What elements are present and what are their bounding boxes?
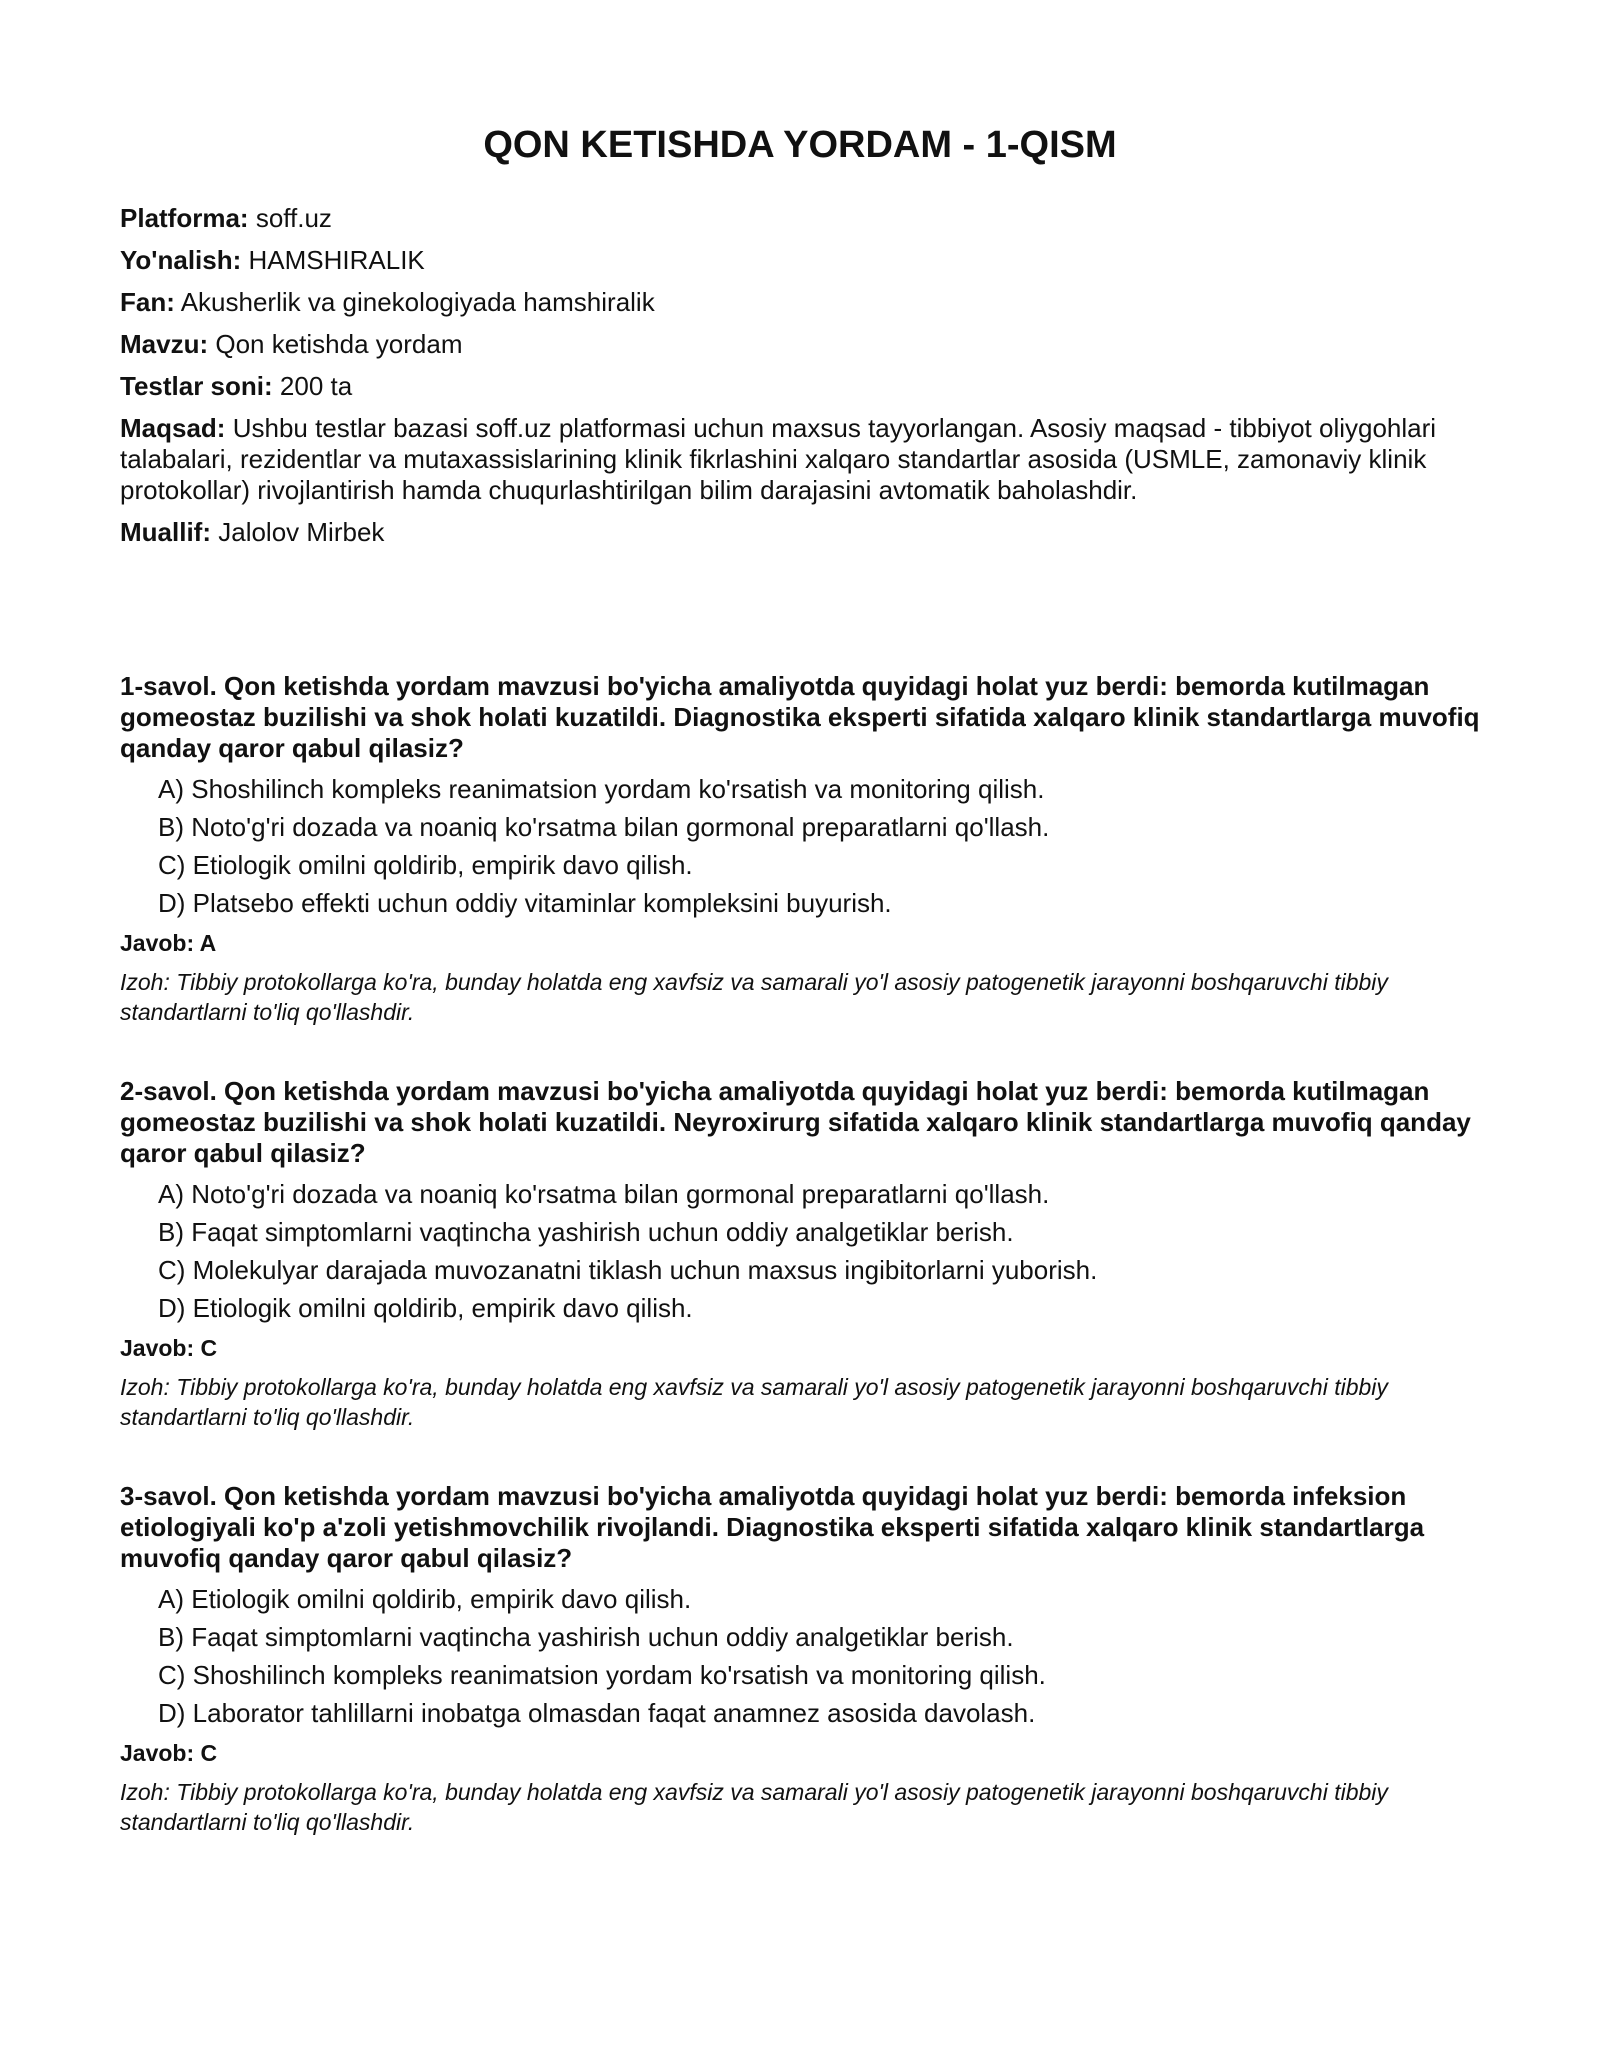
explanation: Izoh: Tibbiy protokollarga ko'ra, bunday holatda eng xavfsiz va samarali yo'l asosiy patogenetik jarayonni boshqaruvchi tibbiy standartlarni to'liq qo'llashdir. xyxy=(120,1374,1388,1430)
meta-topic xyxy=(120,329,1480,360)
explanation: Izoh: Tibbiy protokollarga ko'ra, bunday holatda eng xavfsiz va samarali yo'l asosiy patogenetik jarayonni boshqaruvchi tibbiy standartlarni to'liq qo'llashdir. xyxy=(120,1779,1388,1835)
question-2 xyxy=(120,1076,1480,1432)
metadata-block xyxy=(120,203,1480,559)
option-b: B) Faqat simptomlarni vaqtincha yashirish uchun oddiy analgetiklar berish. xyxy=(158,1622,1014,1652)
meta-key: Muallif: xyxy=(120,517,211,547)
option-a: A) Etiologik omilni qoldirib, empirik davo qilish. xyxy=(158,1584,692,1614)
meta-author xyxy=(120,517,1480,548)
meta-platform xyxy=(120,203,1480,234)
option-d: D) Etiologik omilni qoldirib, empirik davo qilish. xyxy=(158,1293,693,1323)
option-b: B) Noto'g'ri dozada va noaniq ko'rsatma bilan gormonal preparatlarni qo'llash. xyxy=(158,812,1050,842)
option-c: C) Molekulyar darajada muvozanatni tiklash uchun maxsus ingibitorlarni yuborish. xyxy=(158,1255,1098,1285)
meta-value: 200 ta xyxy=(279,371,353,401)
question-text: 3-savol. Qon ketishda yordam mavzusi bo'yicha amaliyotda quyidagi holat yuz berdi: bemorda infeksion etiologiyali ko'p a'zoli yetishmovchilik rivojlandi. Diagnostika eksperti sifatida xalqaro klinik standartlarga muvofiq qanday qaror qabul qilasiz? xyxy=(120,1481,1425,1573)
option-b: B) Faqat simptomlarni vaqtincha yashirish uchun oddiy analgetiklar berish. xyxy=(158,1217,1014,1247)
meta-key: Fan: xyxy=(120,287,175,317)
explanation: Izoh: Tibbiy protokollarga ko'ra, bunday holatda eng xavfsiz va samarali yo'l asosiy patogenetik jarayonni boshqaruvchi tibbiy standartlarni to'liq qo'llashdir. xyxy=(120,969,1388,1025)
option-d: D) Platsebo effekti uchun oddiy vitaminlar kompleksini buyurish. xyxy=(158,888,892,918)
meta-key: Maqsad: xyxy=(120,413,226,443)
meta-value: Ushbu testlar bazasi soff.uz platformasi uchun maxsus tayyorlangan. Asosiy maqsad - tibbiyot oliygohlari talabalari, rezidentlar va mutaxassislarining klinik fikrlashini xalqaro standartlar asosida (USMLE, zamonaviy klinik protokollar) rivojlantirish hamda chuqurlashtirilgan bilim darajasini avtomatik baholashdir. xyxy=(120,413,1437,505)
option-c: C) Shoshilinch kompleks reanimatsion yordam ko'rsatish va monitoring qilish. xyxy=(158,1660,1046,1690)
meta-key: Yo'nalish: xyxy=(120,245,242,275)
meta-direction xyxy=(120,245,1480,276)
meta-value: Jalolov Mirbek xyxy=(218,517,385,547)
option-a: A) Noto'g'ri dozada va noaniq ko'rsatma bilan gormonal preparatlarni qo'llash. xyxy=(158,1179,1050,1209)
question-text: 1-savol. Qon ketishda yordam mavzusi bo'yicha amaliyotda quyidagi holat yuz berdi: bemorda kutilmagan gomeostaz buzilishi va shok holati kuzatildi. Diagnostika eksperti sifatida xalqaro klinik standartlarga muvofiq qanday qaror qabul qilasiz? xyxy=(120,671,1480,763)
meta-value: HAMSHIRALIK xyxy=(248,245,425,275)
answer: Javob: C xyxy=(120,1335,218,1361)
meta-key: Platforma: xyxy=(120,203,249,233)
question-3 xyxy=(120,1481,1480,1837)
meta-value: soff.uz xyxy=(255,203,332,233)
meta-key: Testlar soni: xyxy=(120,371,273,401)
meta-subject xyxy=(120,287,1480,318)
question-1 xyxy=(120,671,1480,1027)
question-text: 2-savol. Qon ketishda yordam mavzusi bo'yicha amaliyotda quyidagi holat yuz berdi: bemorda kutilmagan gomeostaz buzilishi va shok holati kuzatildi. Neyroxirurg sifatida xalqaro klinik standartlarga muvofiq qanday qaror qabul qilasiz? xyxy=(120,1076,1471,1168)
meta-value: Akusherlik va ginekologiyada hamshiralik xyxy=(180,287,655,317)
answer: Javob: C xyxy=(120,1740,218,1766)
meta-test-count xyxy=(120,371,1480,402)
option-d: D) Laborator tahlillarni inobatga olmasdan faqat anamnez asosida davolash. xyxy=(158,1698,1036,1728)
document-title: QON KETISHDA YORDAM - 1-QISM xyxy=(483,124,1117,166)
option-c: C) Etiologik omilni qoldirib, empirik davo qilish. xyxy=(158,850,693,880)
meta-value: Qon ketishda yordam xyxy=(215,329,463,359)
option-a: A) Shoshilinch kompleks reanimatsion yordam ko'rsatish va monitoring qilish. xyxy=(158,774,1045,804)
meta-purpose xyxy=(120,413,1480,506)
meta-key: Mavzu: xyxy=(120,329,209,359)
answer: Javob: A xyxy=(120,930,217,956)
